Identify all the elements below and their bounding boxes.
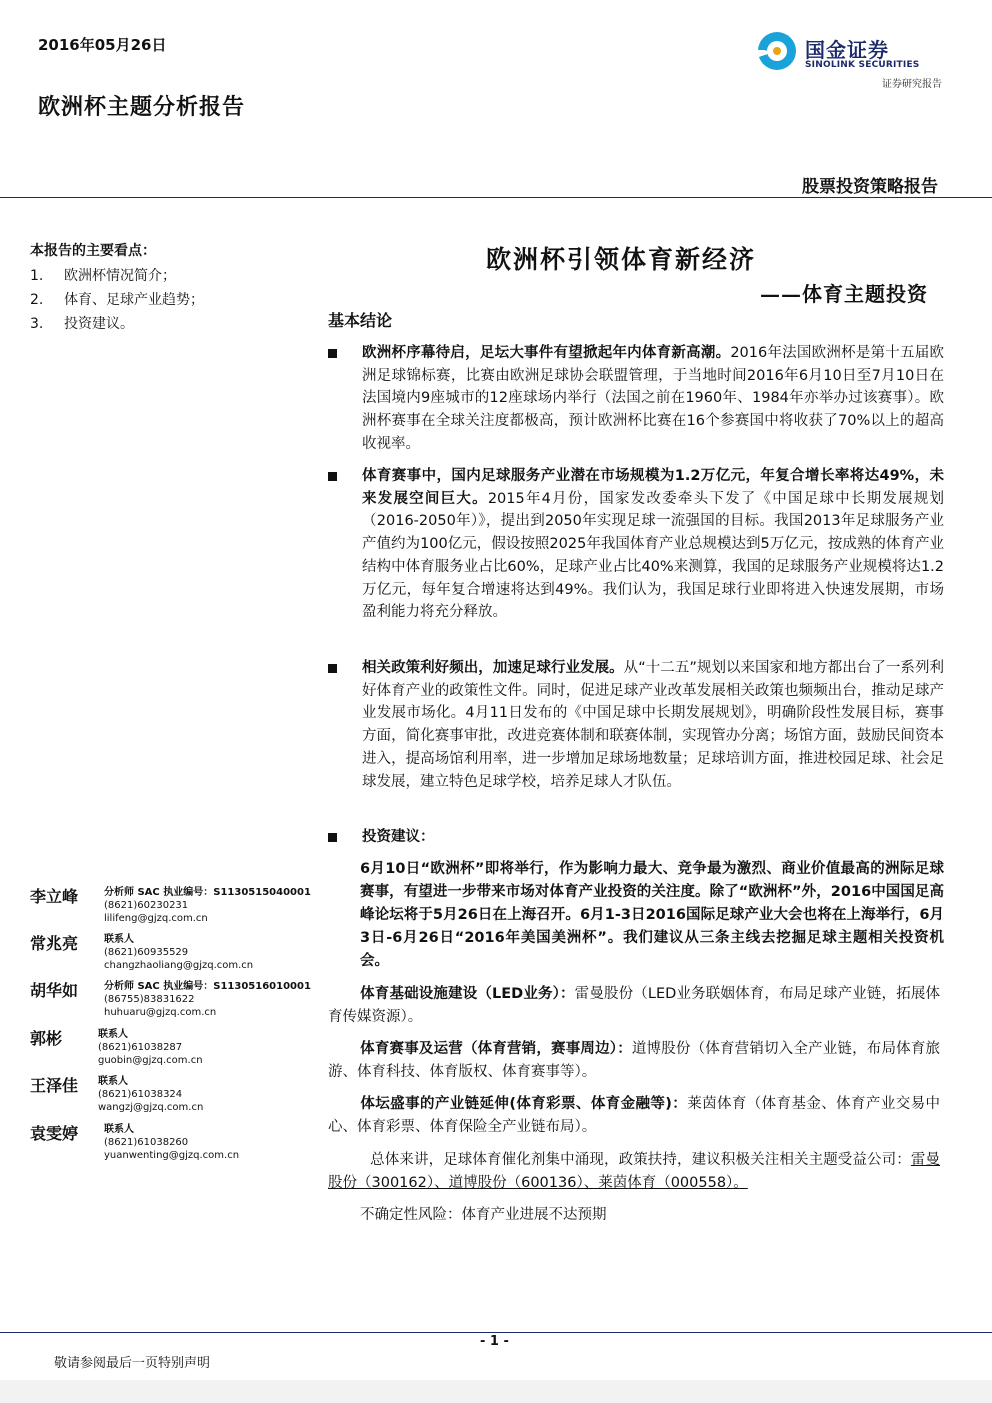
bullet-square-icon (328, 472, 337, 481)
theme-paragraph: 体育赛事及运营（体育营销，赛事周边）：道博股份（体育营销切入全产业链，布局体育旅游、体育科技、体育版权、体育赛事等）。 (328, 1041, 940, 1080)
recommended-stocks: 雷曼股份（300162）、道博股份（600136）、莱茵体育（000558）。 (328, 1152, 941, 1191)
conclusion-paragraph: 总体来讲，足球体育催化剂集中涌现，政策扶持，建议积极关注相关主题受益公司：雷曼股份（300162）、道博股份（600136）、莱茵体育（000558）。 (328, 1152, 941, 1191)
conclusion-bullet: 体育赛事中，国内足球服务产业潜在市场规模为1.2万亿元，年复合增长率将达49%，未来发展空间巨大。2015年4月份，国家发改委牵头下发了《中国足球中长期发展规划（2016-2050年）》，提出到2050年实现足球一流强国的目标。我国2013年足球服务产业产值约为100亿元，假设按照2025年我国体育产业总规模达到5万亿元，按成熟的体育产业结构中体育服务业占比60%，足球产业占比40%来测算，我国的足球服务产业规模将达1.2万亿元，每年复合增速将达到49%。我们认为，我国足球行业即将进入快速发展期，市场盈利能力将充分释放。 (328, 465, 944, 624)
conclusion-bullet: 投资建议： (328, 826, 944, 849)
disclaimer-note: 敬请参阅最后一页特别声明 (54, 1356, 211, 1371)
conclusion-bullet: 相关政策利好频出，加速足球行业发展。从“十二五”规划以来国家和地方都出台了一系列利好体育产业的政策性文件。同时，促进足球产业改革发展相关政策也频频出台，推动足球产业发展市场化。4月11日发布的《中国足球中长期发展规划》，明确阶段性发展目标，赛事方面，简化赛事审批，改进竞赛体制和联赛体制，实现管办分离；场馆方面，鼓励民间资本进入，提高场馆利用率，进一步增加足球场地数量；足球培训方面，推进校园足球、社会足球发展，建立特色足球学校，培养足球人才队伍。 (328, 657, 944, 793)
risk-paragraph: 不确定性风险：体育产业进展不达预期 (360, 1207, 607, 1223)
logo-cn-name: 国金证券 (805, 38, 889, 62)
report-type-title: 欧洲杯主题分析报告 (38, 94, 246, 120)
bullet-square-icon (328, 349, 337, 358)
logo-ring-icon (758, 32, 796, 70)
bullet-square-icon (328, 833, 337, 842)
highlights-box (30, 240, 250, 336)
company-logo (758, 32, 948, 92)
logo-tagline: 证券研究报告 (882, 79, 942, 90)
highlight-item: 2. 体育、足球产业趋势； (30, 292, 204, 308)
report-date: 2016年05月26日 (38, 36, 167, 54)
header-divider (0, 197, 992, 198)
main-title: 欧洲杯引领体育新经济 (486, 245, 757, 274)
page-number: - 1 - (480, 1334, 509, 1349)
theme-paragraph: 体育基础设施建设（LED业务）：雷曼股份（LED业务联姻体育，布局足球产业链，拓展体育传媒资源）。 (328, 986, 940, 1025)
footer-band (0, 1380, 992, 1403)
conclusion-bullet: 欧洲杯序幕待启，足坛大事件有望掀起年内体育新高潮。2016年法国欧洲杯是第十五届欧洲足球锦标赛，比赛由欧洲足球协会联盟管理，于当地时间2016年6月10日至7月10日在法国境内9座城市的12座球场内举行（法国之前在1960年、1984年亦举办过该赛事）。欧洲杯赛事在全球关注度都极高，预计欧洲杯比赛在16个参赛国中将收获了70%以上的超高收视率。 (328, 342, 944, 456)
highlight-item: 3. 投资建议。 (30, 316, 134, 332)
section-title: 基本结论 (328, 311, 393, 330)
highlight-item: 1. 欧洲杯情况简介； (30, 268, 176, 284)
logo-en-name: SINOLINK SECURITIES (805, 60, 920, 70)
highlights-title: 本报告的主要看点： (30, 243, 156, 259)
theme-paragraph: 体坛盛事的产业链延伸(体育彩票、体育金融等)：莱茵体育（体育基金、体育产业交易中心、体育彩票、体育保险全产业链布局）。 (328, 1096, 940, 1135)
footer-divider (0, 1332, 992, 1333)
report-category: 股票投资策略报告 (802, 177, 938, 197)
investment-summary: 6月10日“欧洲杯”即将举行，作为影响力最大、竞争最为激烈、商业价值最高的洲际足球赛事，有望进一步带来市场对体育产业投资的关注度。除了“欧洲杯”外，2016中国国足高峰论坛将于5月26日在上海召开。6月1-3日2016国际足球产业大会也将在上海举行，6月3日-6月26日“2016年美国美洲杯”。我们建议从三条主线去挖掘足球主题相关投资机会。 (360, 861, 944, 969)
bullet-square-icon (328, 664, 337, 673)
sub-title: ——体育主题投资 (760, 282, 928, 306)
